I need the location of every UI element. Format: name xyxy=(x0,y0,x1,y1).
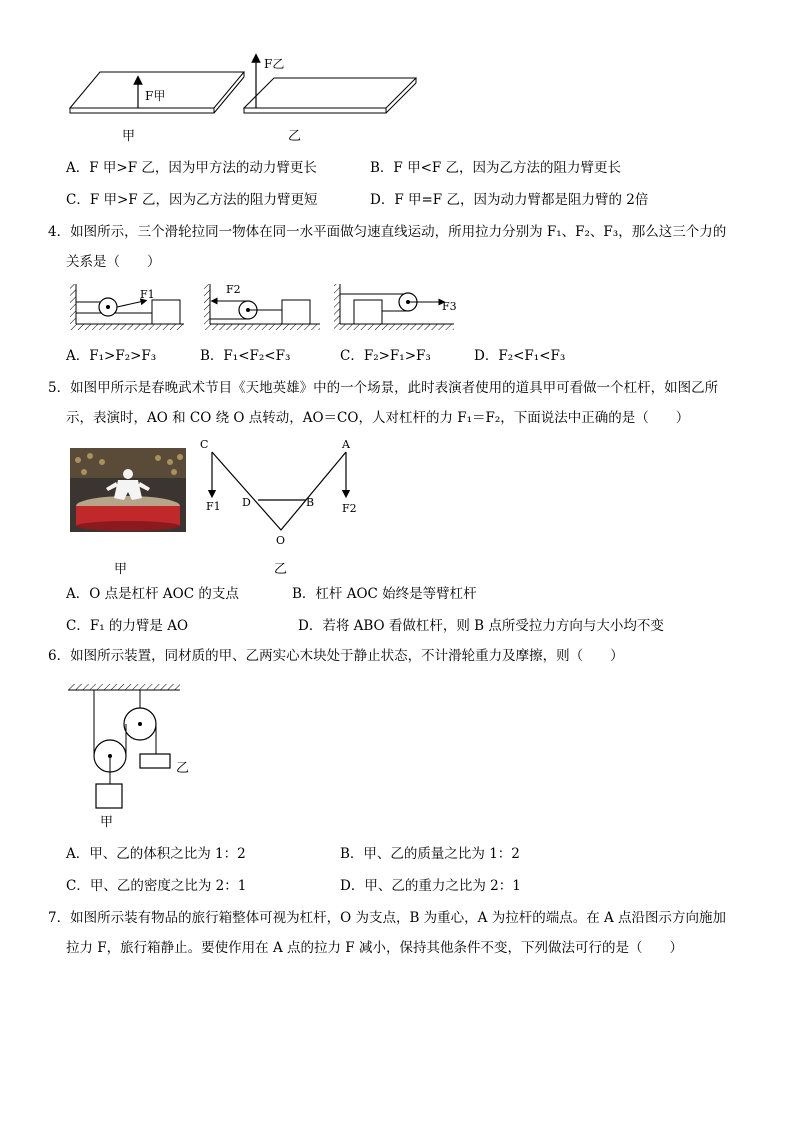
q6-stem-line1: 6．如图所示装置，同材质的甲、乙两实心木块处于静止状态，不计滑轮重力及摩擦，则（ ） xyxy=(48,648,624,664)
label-yi: 乙 xyxy=(288,129,302,144)
q4-stem-line2: 关系是（ ） xyxy=(66,254,161,270)
label-jia: 甲 xyxy=(122,129,136,144)
q4-figure xyxy=(64,280,464,332)
point-d: D xyxy=(242,496,251,509)
q7-stem-line2: 拉力 F，旅行箱静止。要使作用在 A 点的拉力 F 减小，保持其他条件不变，下列做法可行的是（ ） xyxy=(66,940,683,956)
q3-figure xyxy=(60,50,440,150)
q4-option-d[interactable]: D．F₂<F₁<F₃ xyxy=(474,348,566,364)
pulley-setup-1 xyxy=(70,284,184,330)
performance-photo xyxy=(70,448,186,532)
point-c: C xyxy=(200,438,209,451)
q6-option-c[interactable]: C．甲、乙的密度之比为 2：1 xyxy=(66,878,247,894)
q6-option-b[interactable]: B．甲、乙的质量之比为 1：2 xyxy=(340,846,520,862)
q6-label-yi: 乙 xyxy=(176,761,190,776)
q3-option-d[interactable]: D．F 甲=F 乙，因为动力臂都是阻力臂的 2倍 xyxy=(370,192,649,208)
q5-option-b[interactable]: B．杠杆 AOC 始终是等臂杠杆 xyxy=(292,586,477,602)
q5-option-d[interactable]: D．若将 ABO 看做杠杆，则 B 点所受拉力方向与大小均不变 xyxy=(298,618,664,634)
q5-stem-line1: 5．如图甲所示是春晚武术节目《天地英雄》中的一个场景，此时表演者使用的道具甲可看做一个杠杆，如图乙所 xyxy=(48,380,719,396)
force-label-yi: F乙 xyxy=(264,57,285,71)
q4-stem-line1: 4．如图所示，三个滑轮拉同一物体在同一水平面做匀速直线运动，所用拉力分别为 F₁、F₂、F₃，那么这三个力的 xyxy=(48,224,727,240)
q3-option-a[interactable]: A．F 甲>F 乙，因为甲方法的动力臂更长 xyxy=(66,160,317,176)
q3-option-c[interactable]: C．F 甲>F 乙，因为乙方法的阻力臂更短 xyxy=(66,192,318,208)
q5-stem-line2: 示，表演时，AO 和 CO 绕 O 点转动，AO＝CO，人对杠杆的力 F₁＝F₂，下面说法中正确的是（ ） xyxy=(66,410,690,426)
q4-option-c[interactable]: C．F₂>F₁>F₃ xyxy=(340,348,431,364)
q4-f2-label: F2 xyxy=(226,283,241,296)
q3-option-b[interactable]: B．F 甲<F 乙，因为乙方法的阻力臂更长 xyxy=(370,160,622,176)
force-label-jia: F甲 xyxy=(145,89,166,103)
q5-option-a[interactable]: A．O 点是杠杆 AOC 的支点 xyxy=(66,586,239,602)
q5-f2-label: F2 xyxy=(342,502,357,515)
q4-option-a[interactable]: A．F₁>F₂>F₃ xyxy=(66,348,157,364)
point-a: A xyxy=(342,438,350,451)
pulley-setup-3 xyxy=(334,284,457,330)
point-o: O xyxy=(276,534,286,547)
board-yi xyxy=(244,78,416,113)
q5-f1-label: F1 xyxy=(206,500,221,513)
point-b: B xyxy=(306,496,315,509)
q5-label-yi: 乙 xyxy=(274,562,288,577)
q6-pulley-figure xyxy=(64,680,204,830)
q6-option-d[interactable]: D．甲、乙的重力之比为 2：1 xyxy=(340,878,521,894)
q5-lever-diagram xyxy=(196,432,366,550)
q4-option-b[interactable]: B．F₁<F₂<F₃ xyxy=(200,348,291,364)
q7-stem-line1: 7．如图所示装有物品的旅行箱整体可视为杠杆，O 为支点，B 为重心，A 为拉杆的端点。在 A 点沿图示方向施加 xyxy=(48,910,727,926)
q4-f1-label: F1 xyxy=(140,288,155,301)
pulley-setup-2 xyxy=(204,283,320,330)
q6-option-a[interactable]: A．甲、乙的体积之比为 1：2 xyxy=(66,846,246,862)
q5-option-c[interactable]: C．F₁ 的力臂是 AO xyxy=(66,618,189,634)
q5-label-jia: 甲 xyxy=(114,562,128,577)
q4-f3-label: F3 xyxy=(442,300,457,313)
q6-label-jia: 甲 xyxy=(100,815,114,830)
